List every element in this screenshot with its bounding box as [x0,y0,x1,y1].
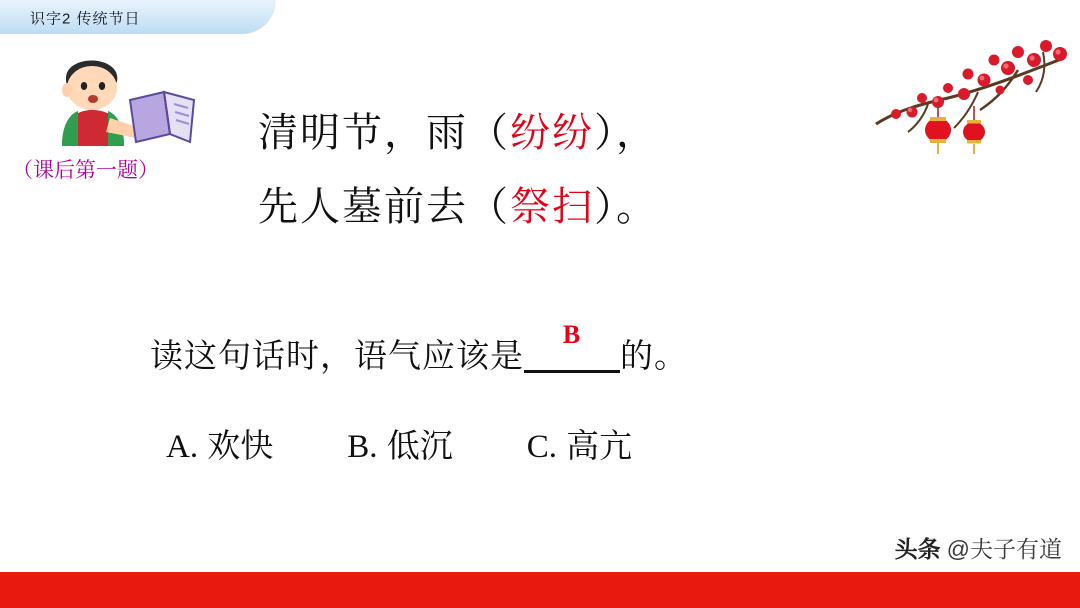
poem-line1-highlight: 纷纷 [510,110,594,155]
header-tab [0,0,276,34]
poem-text [258,96,658,244]
answer-value: B [562,320,582,349]
option-c-label: 高亢 [566,427,633,464]
poem-line2-part2: ）。 [594,184,658,229]
option-b-letter: B. [347,429,378,465]
plum-blossom-branch-icon [868,36,1068,176]
option-b-label: 低沉 [386,427,453,464]
poem-line1-part2: ）， [594,110,658,155]
option-a-letter: A. [166,429,199,465]
watermark-text: @夫子有道 [946,536,1062,562]
option-c-letter: C. [526,429,557,465]
poem-line-2 [258,170,658,244]
poem-line2-highlight: 祭扫 [510,184,594,229]
poem-line1-part1: 清明节，雨（ [258,110,510,155]
options-row [166,420,632,467]
after-class-question-label: （课后第一题） [12,158,159,182]
answer-blank[interactable] [524,320,620,373]
question-line [150,320,688,377]
option-c[interactable] [527,420,632,467]
question-text-after: 的。 [620,337,688,374]
option-a-label: 欢快 [207,427,274,464]
option-b[interactable] [347,420,452,467]
option-a[interactable] [166,420,273,467]
question-text-before: 读这句话时，语气应该是 [150,337,524,374]
poem-line2-part1: 先人墓前去（ [258,184,510,229]
watermark [895,531,1062,564]
watermark-logo: 头条 [894,536,941,562]
boy-reading-book-icon [44,48,196,148]
poem-line-1 [258,96,658,170]
footer-bar [0,572,1080,608]
header-tab-label: 识字2 传统节日 [30,10,141,28]
